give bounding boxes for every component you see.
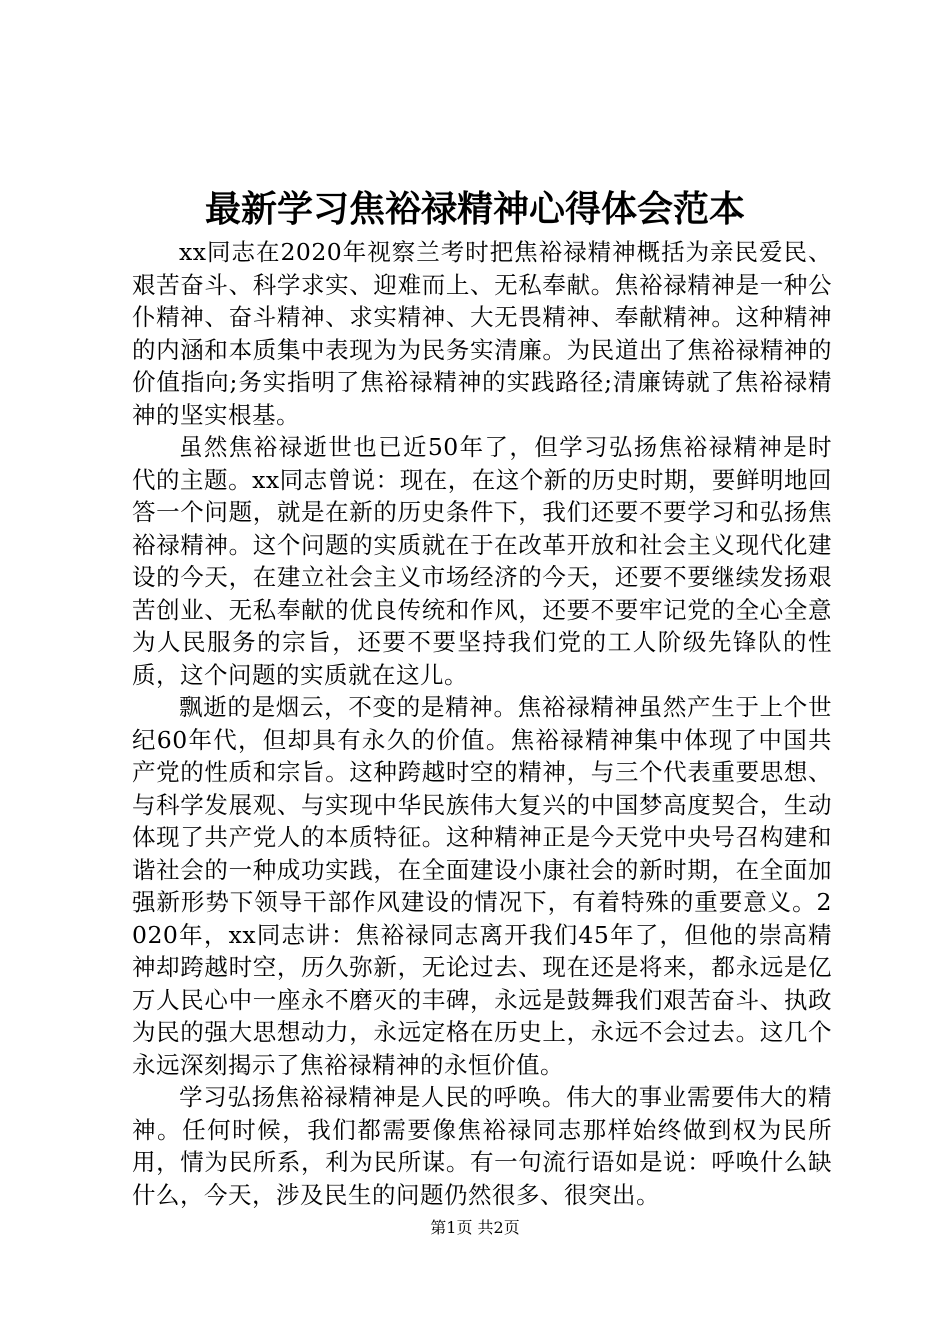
paragraph-3: 飘逝的是烟云，不变的是精神。焦裕禄精神虽然产生于上个世纪60年代，但却具有永久的价值。焦裕禄精神集中体现了中国共产党的性质和宗旨。这种跨越时空的精神，与三个代表重要思想、与科学发展观、与实现中华民族伟大复兴的中国梦高度契合，生动体现了共产党人的本质特征。这种精神正是今天党中央号召构建和谐社会的一种成功实践，在全面建设小康社会的新时期，在全面加强新形势下领导干部作风建设的情况下，有着特殊的重要意义。2020年，xx同志讲：焦裕禄同志离开我们45年了，但他的崇高精神却跨越时空，历久弥新，无论过去、现在还是将来，都永远是亿万人民心中一座永不磨灭的丰碑，永远是鼓舞我们艰苦奋斗、执政为民的强大思想动力，永远定格在历史上，永远不会过去。这几个永远深刻揭示了焦裕禄精神的永恒价值。 bbox=[132, 693, 832, 1079]
document-title: 最新学习焦裕禄精神心得体会范本 bbox=[204, 188, 745, 230]
document-body bbox=[132, 236, 832, 1211]
paragraph-2: 虽然焦裕禄逝世也已近50年了，但学习弘扬焦裕禄精神是时代的主题。xx同志曾说：现在，在这个新的历史时期，要鲜明地回答一个问题，就是在新的历史条件下，我们还要不要学习和弘扬焦裕禄精神。这个问题的实质就在于在改革开放和社会主义现代化建设的今天，在建立社会主义市场经济的今天，还要不要继续发扬艰苦创业、无私奉献的优良传统和作风，还要不要牢记党的全心全意为人民服务的宗旨，还要不要坚持我们党的工人阶级先锋队的性质，这个问题的实质就在这儿。 bbox=[132, 433, 832, 689]
page-number-footer: 第1页 共2页 bbox=[430, 1218, 520, 1237]
paragraph-1: xx同志在2020年视察兰考时把焦裕禄精神概括为亲民爱民、艰苦奋斗、科学求实、迎难而上、无私奉献。焦裕禄精神是一种公仆精神、奋斗精神、求实精神、大无畏精神、奉献精神。这种精神的内涵和本质集中表现为为民务实清廉。为民道出了焦裕禄精神的价值指向;务实指明了焦裕禄精神的实践路径;清廉铸就了焦裕禄精神的坚实根基。 bbox=[132, 238, 832, 429]
paragraph-4: 学习弘扬焦裕禄精神是人民的呼唤。伟大的事业需要伟大的精神。任何时候，我们都需要像焦裕禄同志那样始终做到权为民所用，情为民所系，利为民所谋。有一句流行语如是说：呼唤什么缺什么，今天，涉及民生的问题仍然很多、很突出。 bbox=[132, 1083, 832, 1209]
